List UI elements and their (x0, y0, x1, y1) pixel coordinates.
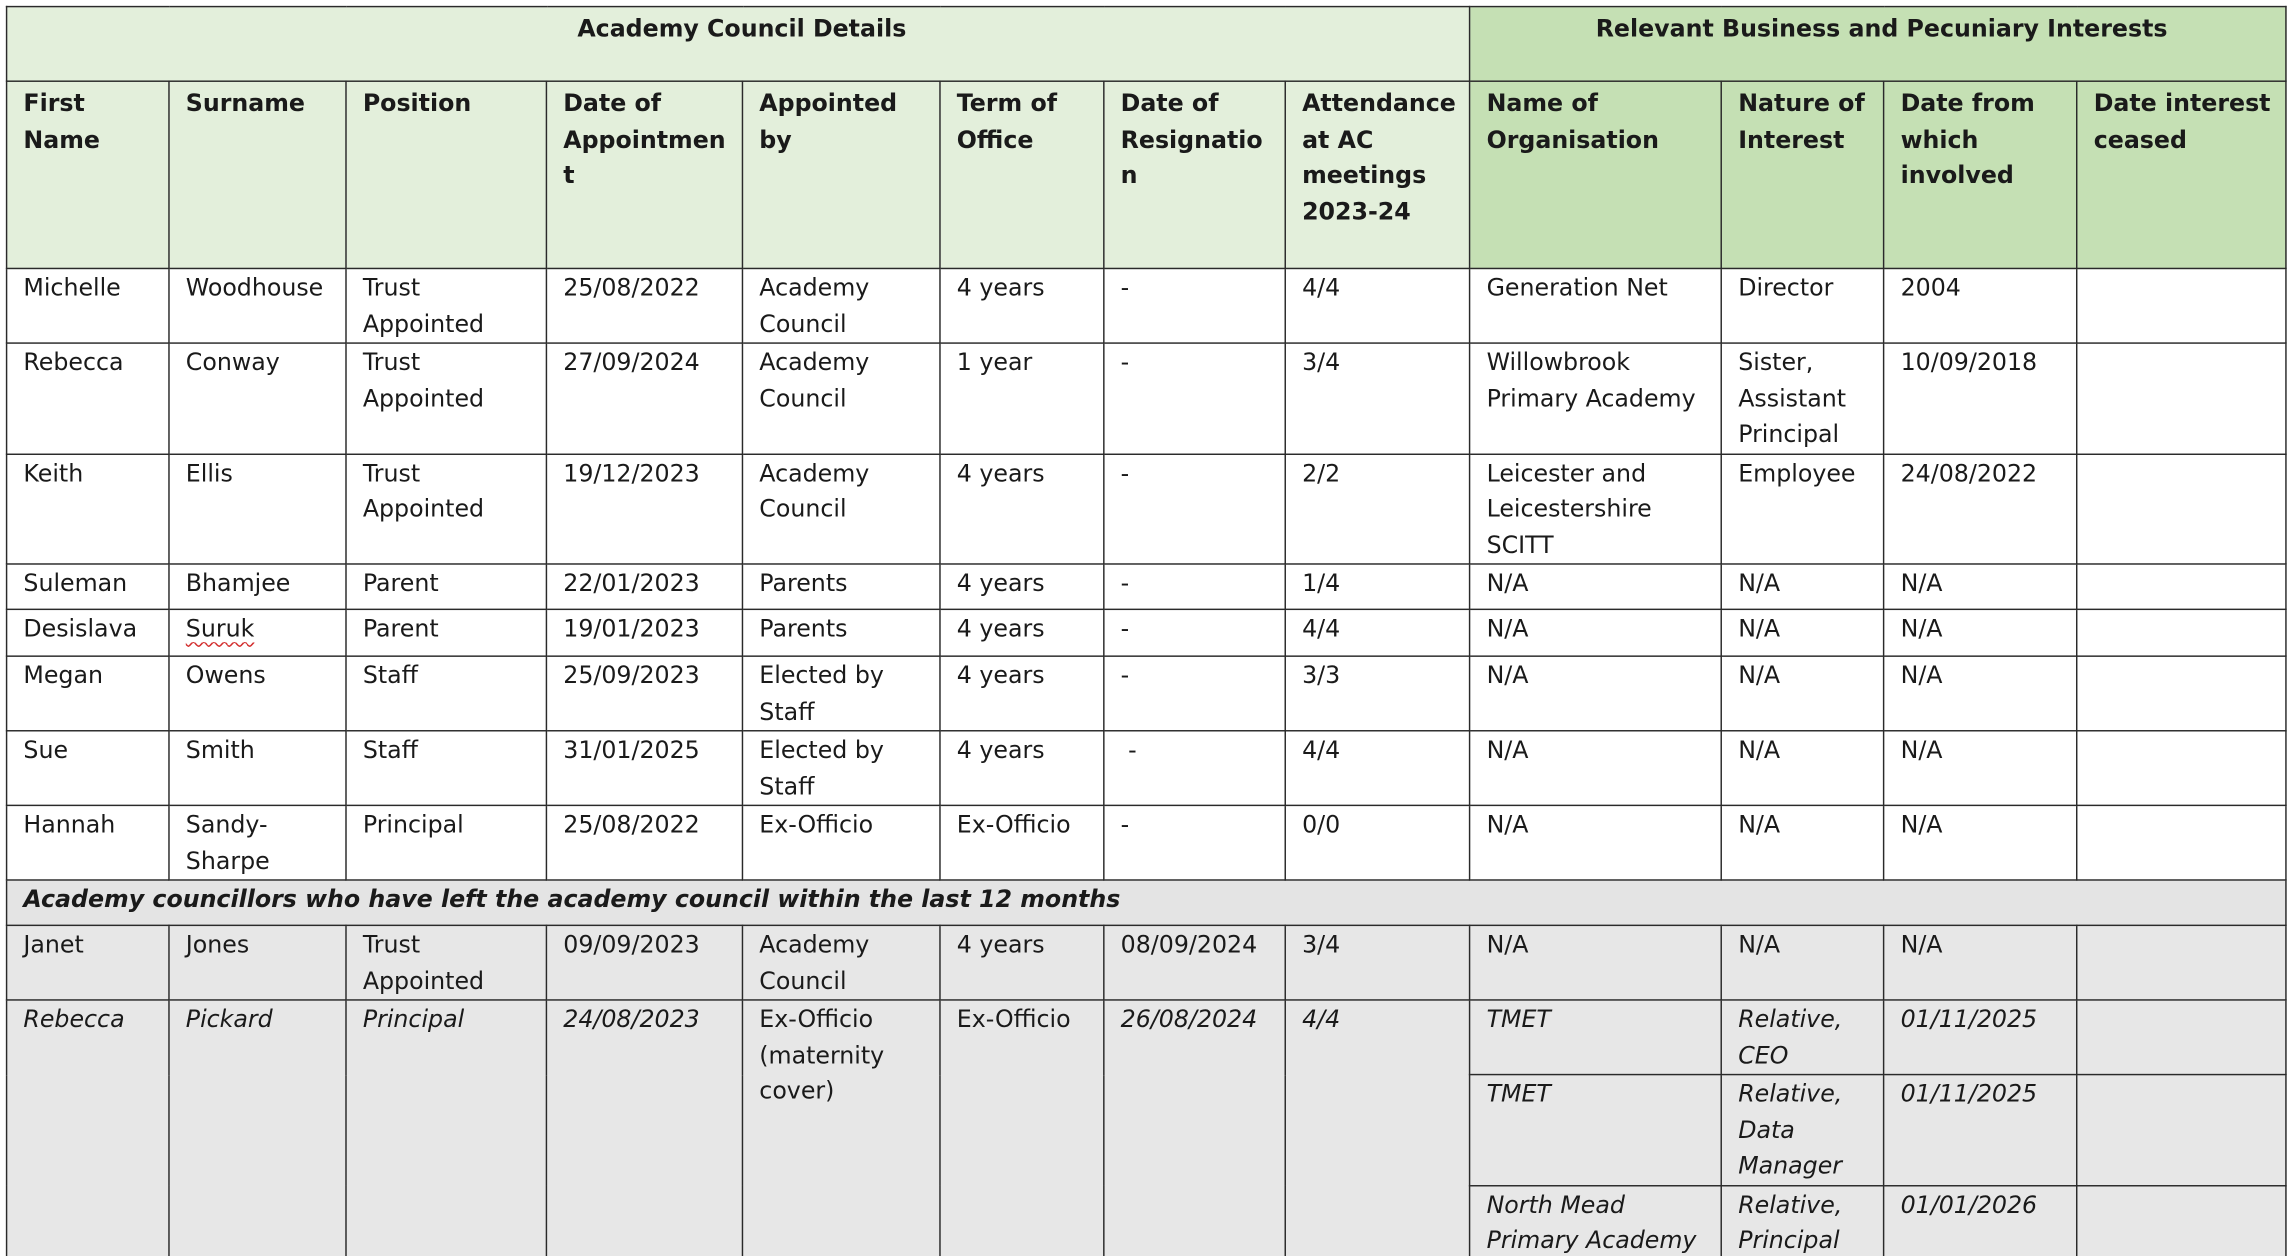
term-cell: 4 years (940, 656, 1104, 731)
nature-cell: Sister, Assistant Principal (1721, 343, 1883, 453)
position-cell: Staff (346, 656, 546, 731)
section-header-row (7, 7, 2287, 82)
term-cell: 4 years (940, 454, 1104, 564)
nature-cell: Employee (1721, 454, 1883, 564)
nature-cell: N/A (1721, 656, 1883, 731)
date-involved-cell: N/A (1884, 564, 2077, 609)
surname-cell: Sandy-Sharpe (169, 805, 346, 880)
appointed-by-cell: Academy Council (742, 268, 940, 343)
resignation-date-cell: - (1104, 454, 1285, 564)
date-ceased-cell (2077, 609, 2286, 656)
first-name-cell: Sue (7, 731, 169, 806)
col-header-surname: Surname (169, 81, 346, 268)
appointment-date-cell: 25/08/2022 (546, 268, 742, 343)
resignation-date-cell: - (1104, 343, 1285, 453)
col-header-date-ceased: Date interest ceased (2077, 81, 2286, 268)
first-name-cell: Rebecca (7, 343, 169, 453)
resignation-date-cell: - (1104, 268, 1285, 343)
date-ceased-cell (2077, 564, 2286, 609)
date-involved-cell: 01/11/2025 (1884, 1075, 2077, 1185)
date-ceased-cell (2077, 925, 2286, 1000)
surname-cell: Ellis (169, 454, 346, 564)
appointment-date-cell: 25/08/2022 (546, 805, 742, 880)
appointed-by-cell: Elected by Staff (742, 731, 940, 806)
position-cell: Trust Appointed (346, 268, 546, 343)
position-cell: Principal (346, 1000, 546, 1256)
col-header-first-name: First Name (7, 81, 169, 268)
date-involved-cell: N/A (1884, 656, 2077, 731)
organisation-cell: TMET (1470, 1000, 1722, 1075)
nature-cell: N/A (1721, 609, 1883, 656)
first-name-cell: Keith (7, 454, 169, 564)
position-cell: Staff (346, 731, 546, 806)
position-cell: Principal (346, 805, 546, 880)
term-cell: 4 years (940, 564, 1104, 609)
date-involved-cell: N/A (1884, 731, 2077, 806)
organisation-cell: Willowbrook Primary Academy (1470, 343, 1722, 453)
resignation-date-cell: 26/08/2024 (1104, 1000, 1285, 1256)
surname-cell: Smith (169, 731, 346, 806)
term-cell: 4 years (940, 925, 1104, 1000)
resignation-date-cell: - (1104, 564, 1285, 609)
col-header-term-of-office: Term of Office (940, 81, 1104, 268)
attendance-cell: 0/0 (1285, 805, 1469, 880)
first-name-cell: Desislava (7, 609, 169, 656)
term-cell: Ex-Officio (940, 805, 1104, 880)
appointment-date-cell: 27/09/2024 (546, 343, 742, 453)
left-councillors-heading: Academy councillors who have left the academy council within the last 12 months (7, 880, 2287, 925)
resignation-date-cell: - (1104, 805, 1285, 880)
term-cell: 1 year (940, 343, 1104, 453)
attendance-cell: 4/4 (1285, 268, 1469, 343)
left-councillors-heading-row (7, 880, 2287, 925)
member-row (7, 564, 2287, 609)
attendance-cell: 2/2 (1285, 454, 1469, 564)
resignation-date-cell: 08/09/2024 (1104, 925, 1285, 1000)
organisation-cell: N/A (1470, 656, 1722, 731)
col-header-organisation: Name of Organisation (1470, 81, 1722, 268)
surname-cell: Jones (169, 925, 346, 1000)
col-header-appointed-by: Appointed by (742, 81, 940, 268)
attendance-cell: 3/3 (1285, 656, 1469, 731)
date-ceased-cell (2077, 343, 2286, 453)
date-ceased-cell (2077, 454, 2286, 564)
organisation-cell: N/A (1470, 731, 1722, 806)
appointed-by-cell: Academy Council (742, 925, 940, 1000)
position-cell: Parent (346, 564, 546, 609)
date-involved-cell: 24/08/2022 (1884, 454, 2077, 564)
left-member-row (7, 925, 2287, 1000)
governance-table (6, 6, 2287, 1256)
nature-cell: N/A (1721, 805, 1883, 880)
surname-cell: Owens (169, 656, 346, 731)
position-cell: Trust Appointed (346, 925, 546, 1000)
date-involved-cell: 10/09/2018 (1884, 343, 2077, 453)
appointed-by-cell: Ex-Officio (maternity cover) (742, 1000, 940, 1256)
date-involved-cell: 2004 (1884, 268, 2077, 343)
appointed-by-cell: Elected by Staff (742, 656, 940, 731)
term-cell: 4 years (940, 609, 1104, 656)
nature-cell: Relative, Data Manager (1721, 1075, 1883, 1185)
date-involved-cell: 01/01/2026 (1884, 1185, 2077, 1256)
surname-cell: Woodhouse (169, 268, 346, 343)
first-name-cell: Hannah (7, 805, 169, 880)
interests-section-header: Relevant Business and Pecuniary Interests (1470, 7, 2286, 82)
nature-cell: N/A (1721, 731, 1883, 806)
nature-cell: N/A (1721, 564, 1883, 609)
organisation-cell: N/A (1470, 925, 1722, 1000)
col-header-attendance: Attendance at AC meetings 2023-24 (1285, 81, 1469, 268)
appointed-by-cell: Parents (742, 609, 940, 656)
term-cell: 4 years (940, 268, 1104, 343)
member-row (7, 731, 2287, 806)
academy-council-section-header: Academy Council Details (7, 7, 1470, 82)
member-row (7, 609, 2287, 656)
term-cell: 4 years (940, 731, 1104, 806)
member-row (7, 343, 2287, 453)
column-header-row (7, 81, 2287, 268)
position-cell: Trust Appointed (346, 454, 546, 564)
position-cell: Parent (346, 609, 546, 656)
appointed-by-cell: Academy Council (742, 454, 940, 564)
nature-cell: N/A (1721, 925, 1883, 1000)
surname-cell (169, 609, 346, 656)
col-header-date-involved: Date from which involved (1884, 81, 2077, 268)
organisation-cell: N/A (1470, 564, 1722, 609)
attendance-cell: 1/4 (1285, 564, 1469, 609)
position-cell: Trust Appointed (346, 343, 546, 453)
term-cell: Ex-Officio (940, 1000, 1104, 1256)
member-row (7, 454, 2287, 564)
date-ceased-cell (2077, 656, 2286, 731)
surname-cell: Conway (169, 343, 346, 453)
organisation-cell: TMET (1470, 1075, 1722, 1185)
nature-cell: Relative, Principal (1721, 1185, 1883, 1256)
col-header-position: Position (346, 81, 546, 268)
member-row (7, 656, 2287, 731)
surname-cell: Pickard (169, 1000, 346, 1256)
organisation-cell: N/A (1470, 609, 1722, 656)
first-name-cell: Rebecca (7, 1000, 169, 1256)
attendance-cell: 4/4 (1285, 731, 1469, 806)
attendance-cell: 4/4 (1285, 1000, 1469, 1256)
appointed-by-cell: Ex-Officio (742, 805, 940, 880)
date-ceased-cell (2077, 731, 2286, 806)
appointment-date-cell: 22/01/2023 (546, 564, 742, 609)
attendance-cell: 3/4 (1285, 343, 1469, 453)
organisation-cell: N/A (1470, 805, 1722, 880)
appointment-date-cell: 09/09/2023 (546, 925, 742, 1000)
date-ceased-cell (2077, 1075, 2286, 1185)
resignation-date-cell: - (1104, 609, 1285, 656)
resignation-date-cell: - (1104, 656, 1285, 731)
date-ceased-cell (2077, 1000, 2286, 1075)
member-row (7, 805, 2287, 880)
col-header-nature-of-interest: Nature of Interest (1721, 81, 1883, 268)
date-involved-cell: N/A (1884, 925, 2077, 1000)
date-ceased-cell (2077, 268, 2286, 343)
appointment-date-cell: 24/08/2023 (546, 1000, 742, 1256)
organisation-cell: Generation Net (1470, 268, 1722, 343)
date-involved-cell: N/A (1884, 805, 2077, 880)
first-name-cell: Janet (7, 925, 169, 1000)
left-member-row (7, 1000, 2287, 1075)
spellcheck-underlined-surname: Suruk (185, 614, 255, 643)
first-name-cell: Suleman (7, 564, 169, 609)
surname-cell: Bhamjee (169, 564, 346, 609)
appointment-date-cell: 19/12/2023 (546, 454, 742, 564)
organisation-cell: North Mead Primary Academy (1470, 1185, 1722, 1256)
organisation-cell: Leicester and Leicestershire SCITT (1470, 454, 1722, 564)
nature-cell: Director (1721, 268, 1883, 343)
resignation-date-cell: - (1104, 731, 1285, 806)
nature-cell: Relative, CEO (1721, 1000, 1883, 1075)
date-ceased-cell (2077, 1185, 2286, 1256)
attendance-cell: 3/4 (1285, 925, 1469, 1000)
date-involved-cell: N/A (1884, 609, 2077, 656)
member-row (7, 268, 2287, 343)
appointment-date-cell: 31/01/2025 (546, 731, 742, 806)
date-ceased-cell (2077, 805, 2286, 880)
appointed-by-cell: Academy Council (742, 343, 940, 453)
appointment-date-cell: 25/09/2023 (546, 656, 742, 731)
appointed-by-cell: Parents (742, 564, 940, 609)
first-name-cell: Megan (7, 656, 169, 731)
date-involved-cell: 01/11/2025 (1884, 1000, 2077, 1075)
col-header-date-of-resignation: Date of Resignation (1104, 81, 1285, 268)
first-name-cell: Michelle (7, 268, 169, 343)
col-header-date-of-appointment: Date of Appointment (546, 81, 742, 268)
attendance-cell: 4/4 (1285, 609, 1469, 656)
appointment-date-cell: 19/01/2023 (546, 609, 742, 656)
